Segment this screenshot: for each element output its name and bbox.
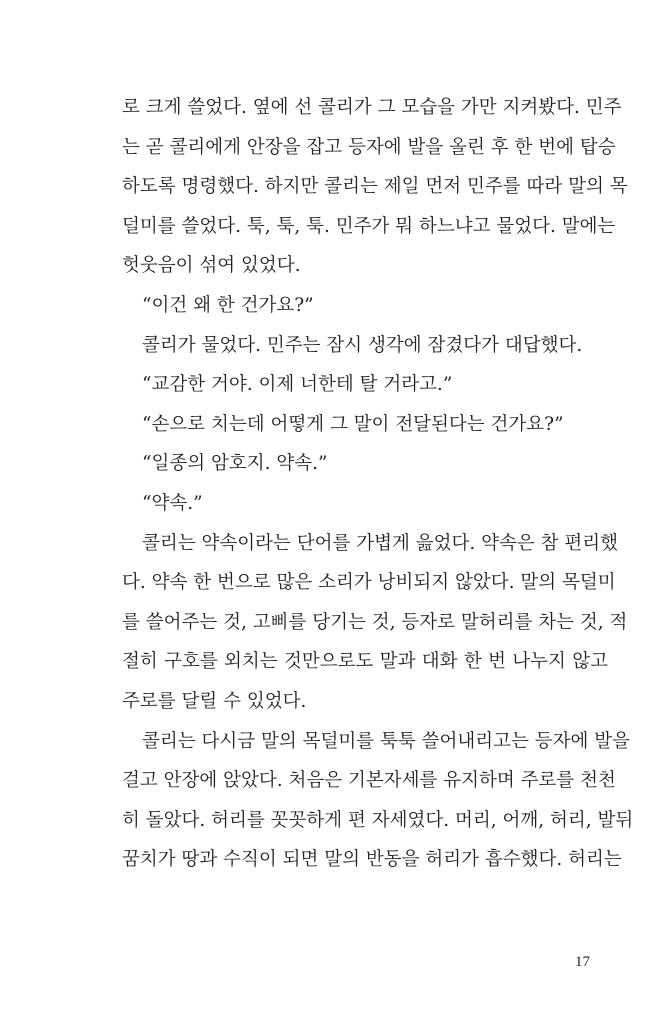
dialogue-line: “약속.” <box>142 492 203 514</box>
dialogue-line: “손으로 치는데 어떻게 그 말이 전달된다는 건가요?” <box>142 413 564 435</box>
dialogue-line: “이건 왜 한 건가요?” <box>142 294 314 316</box>
text-line: 로 크게 쓸었다. 옆에 선 콜리가 그 모습을 가만 지켜봤다. 민주 <box>122 97 622 118</box>
text-line: 하도록 명령했다. 하지만 콜리는 제일 먼저 민주를 따라 말의 목 <box>122 176 628 198</box>
text-line: 를 쓸어주는 것, 고삐를 당기는 것, 등자로 말허리를 차는 것, 적 <box>122 611 628 633</box>
dialogue-line: “교감한 거야. 이제 너한테 탈 거라고.” <box>142 374 453 396</box>
text-line: 콜리는 다시금 말의 목덜미를 툭툭 쓸어내리고는 등자에 발을 <box>142 730 630 752</box>
text-line: 다. 약속 한 번으로 많은 소리가 낭비되지 않았다. 말의 목덜미 <box>122 572 616 594</box>
page-number: 17 <box>575 954 590 970</box>
text-line: 꿈치가 땅과 수직이 되면 말의 반동을 허리가 흡수했다. 허리는 <box>122 849 622 871</box>
text-line: 콜리는 약속이라는 단어를 가볍게 읊었다. 약속은 참 편리했 <box>142 532 618 554</box>
body-text <box>122 88 634 880</box>
text-line: 절히 구호를 외치는 것만으로도 말과 대화 한 번 나누지 않고 <box>122 651 608 673</box>
text-line: 는 곧 콜리에게 안장을 잡고 등자에 발을 올린 후 한 번에 탑승 <box>122 136 616 158</box>
dialogue-line: “일종의 암호지. 약속.” <box>142 453 328 475</box>
text-line: 걸고 안장에 앉았다. 처음은 기본자세를 유지하며 주로를 천천 <box>122 770 616 792</box>
text-line: 덜미를 쓸었다. 툭, 툭, 툭. 민주가 뭐 하느냐고 물었다. 말에는 <box>122 215 616 237</box>
text-line: 콜리가 물었다. 민주는 잠시 생각에 잠겼다가 대답했다. <box>142 334 583 356</box>
text-line: 히 돌았다. 허리를 꼿꼿하게 편 자세였다. 머리, 어깨, 허리, 발뒤 <box>122 809 634 831</box>
text-line: 주로를 달릴 수 있었다. <box>122 690 307 712</box>
text-line: 헛웃음이 섞여 있었다. <box>122 255 301 277</box>
